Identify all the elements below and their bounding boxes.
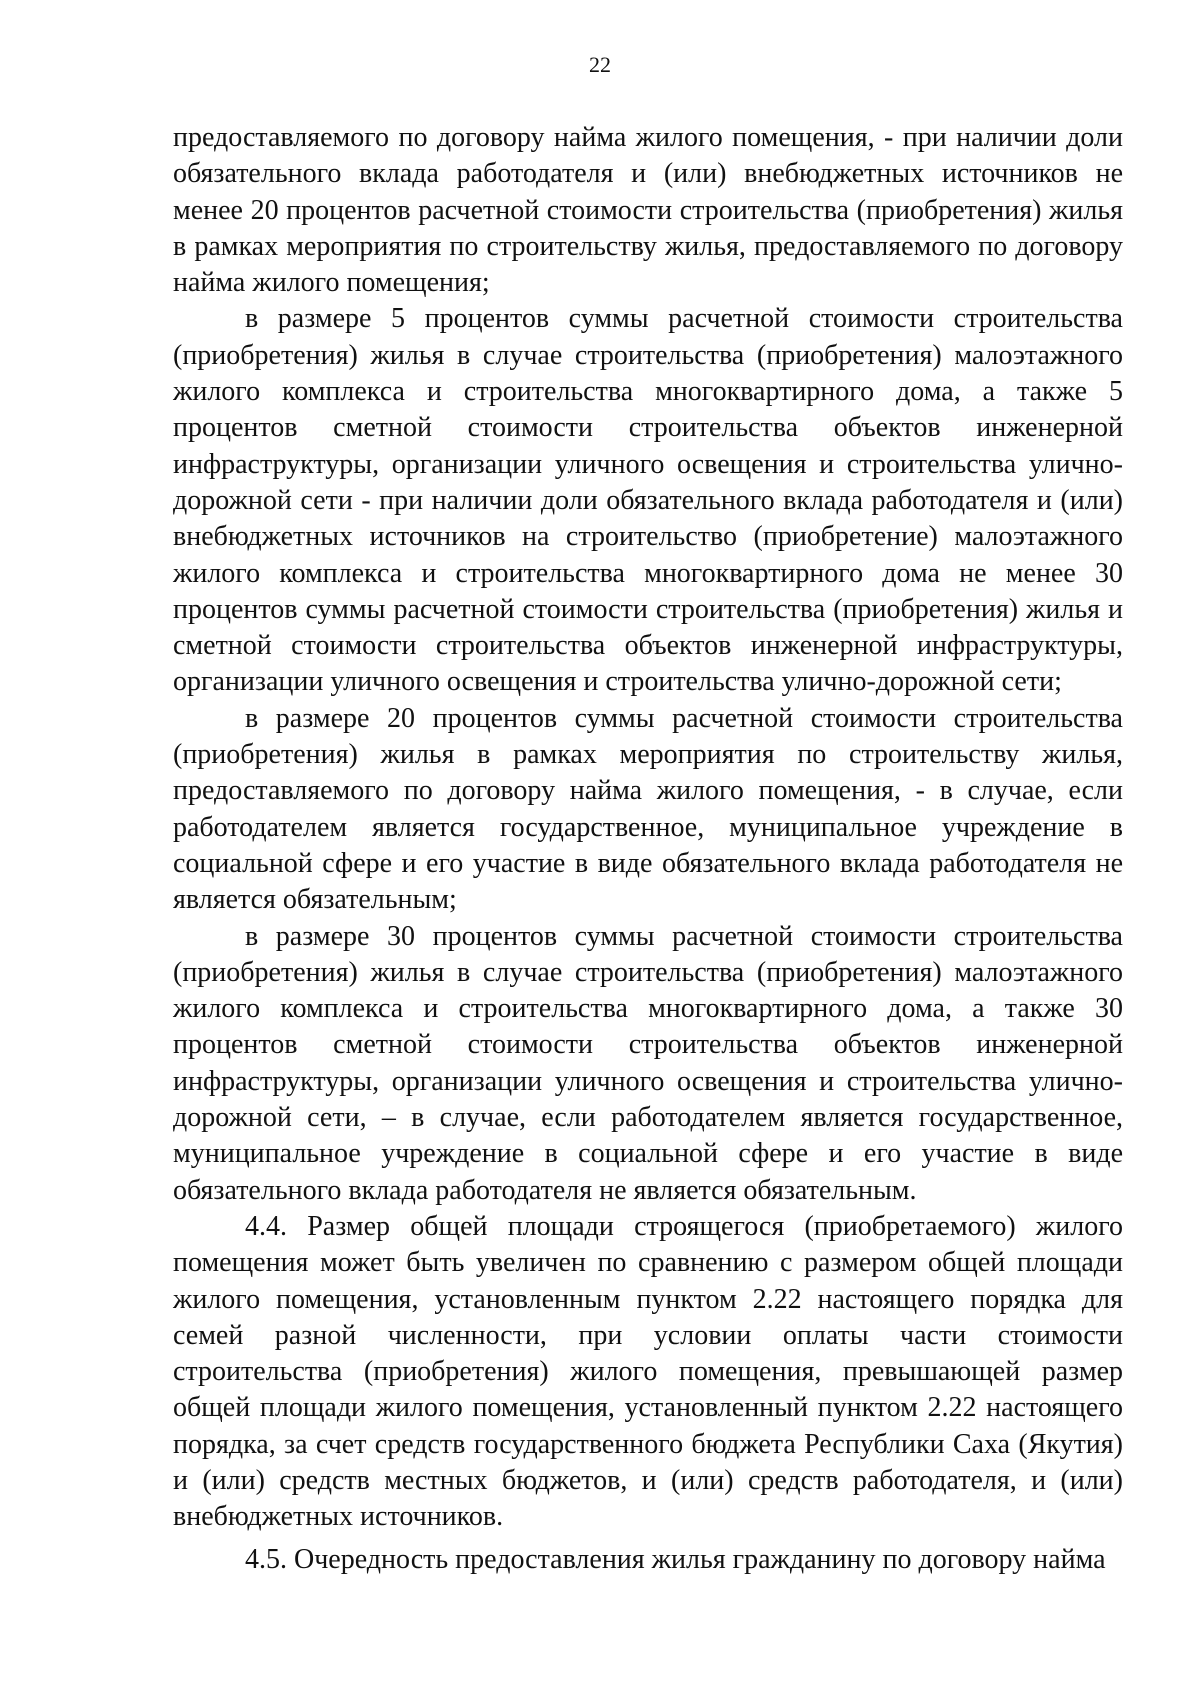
paragraph-continuation: предоставляемого по договору найма жилого помещения, - при наличии доли обязательного вклада работодателя и (или) внебюджетных источников не менее 20 процентов расчетной стоимости строительства (приобретения) жилья в рамках мероприятия по строительству жилья, предоставляемого по договору найма жилого помещения; xyxy=(173,122,1123,299)
paragraph-4-4: 4.4. Размер общей площади строящегося (приобретаемого) жилого помещения может быть увеличен по сравнению с размером общей площади жилого помещения, установленным пунктом 2.22 настоящего порядка для семей разной численности, при условии оплаты части стоимости строительства (приобретения) жилого помещения, превышающей размер общей площади жилого помещения, установленный пунктом 2.22 настоящего порядка, за счет средств государственного бюджета Республики Саха (Якутия) и (или) средств местных бюджетов, и (или) средств работодателя, и (или) внебюджетных источников. xyxy=(173,1210,1123,1533)
page-number: 22 xyxy=(589,52,611,77)
paragraph-20-percent: в размере 20 процентов суммы расчетной стоимости строительства (приобретения) жилья в рамках мероприятия по строительству жилья, предоставляемого по договору найма жилого помещения, - в случае, если работодателем является государственное, муниципальное учреждение в социальной сфере и его участие в виде обязательного вклада работодателя не является обязательным; xyxy=(173,702,1123,916)
document-body xyxy=(173,120,1123,1578)
paragraph-4-5: 4.5. Очередность предоставления жилья гражданину по договору найма xyxy=(245,1543,1106,1575)
paragraph-5-percent: в размере 5 процентов суммы расчетной стоимости строительства (приобретения) жилья в случае строительства (приобретения) малоэтажного жилого комплекса и строительства многоквартирного дома, а также 5 процентов сметной стоимости строительства объектов инженерной инфраструктуры, организации уличного освещения и строительства улично-дорожной сети - при наличии доли обязательного вклада работодателя и (или) внебюджетных источников на строительство (приобретение) малоэтажного жилого комплекса и строительства многоквартирного дома не менее 30 процентов суммы расчетной стоимости строительства (приобретения) жилья и сметной стоимости строительства объектов инженерной инфраструктуры, организации уличного освещения и строительства улично-дорожной сети; xyxy=(173,303,1123,698)
paragraph-30-percent: в размере 30 процентов суммы расчетной стоимости строительства (приобретения) жилья в случае строительства (приобретения) малоэтажного жилого комплекса и строительства многоквартирного дома, а также 30 процентов сметной стоимости строительства объектов инженерной инфраструктуры, организации уличного освещения и строительства улично-дорожной сети, – в случае, если работодателем является государственное, муниципальное учреждение в социальной сфере и его участие в виде обязательного вклада работодателя не является обязательным. xyxy=(173,920,1123,1206)
